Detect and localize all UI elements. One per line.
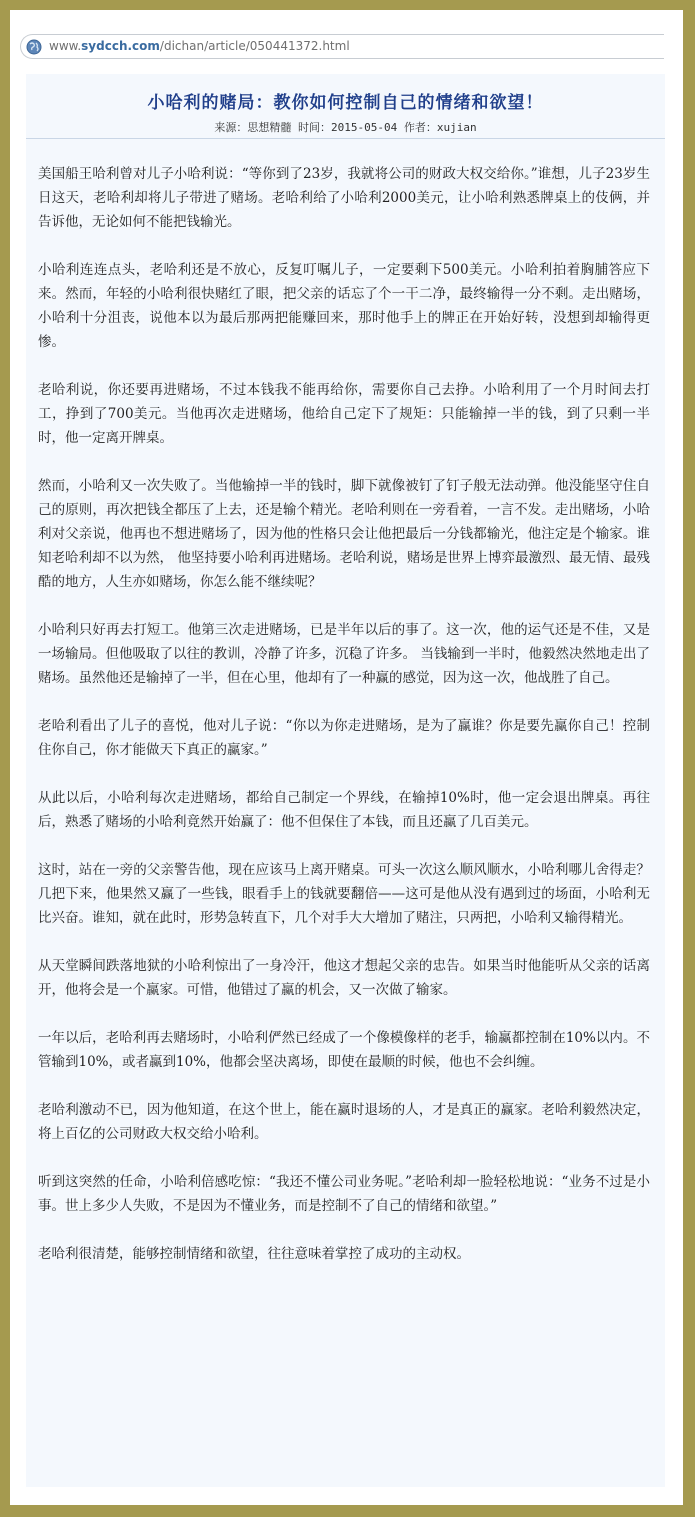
url-text: www.sydcch.com/dichan/article/050441372.html — [49, 39, 350, 53]
paragraph: 小哈利只好再去打短工。他第三次走进赌场，已是半年以后的事了。这一次，他的运气还是不佳，又是一场输局。但他吸取了以往的教训，冷静了许多，沉稳了许多。 当钱输到一半时，他毅然决然地走出了赌场。虽然他还是输掉了一半，但在心里，他却有了一种赢的感觉，因为这一次，他战胜了自己。 — [38, 622, 650, 686]
paragraph: 老哈利说，你还要再进赌场，不过本钱我不能再给你，需要你自己去挣。小哈利用了一个月时间去打工，挣到了700美元。当他再次走进赌场，他给自己定下了规矩：只能输掉一半的钱，到了只剩一半时，他一定离开牌桌。 — [38, 382, 650, 446]
divider — [26, 138, 665, 139]
paragraph: 老哈利看出了儿子的喜悦，他对儿子说：“你以为你走进赌场，是为了赢谁？你是要先赢你自己！控制住你自己，你才能做天下真正的赢家。” — [38, 718, 650, 758]
article-body — [38, 162, 650, 1290]
paragraph: 老哈利激动不已，因为他知道，在这个世上，能在赢时退场的人，才是真正的赢家。老哈利毅然决定，将上百亿的公司财政大权交给小哈利。 — [38, 1102, 650, 1142]
paragraph: 老哈利很清楚，能够控制情绪和欲望，往往意味着掌控了成功的主动权。 — [38, 1246, 470, 1262]
globe-icon — [26, 39, 42, 55]
paragraph: 小哈利连连点头，老哈利还是不放心，反复叮嘱儿子，一定要剩下500美元。小哈利拍着胸脯答应下来。然而，年轻的小哈利很快赌红了眼，把父亲的话忘了个一干二净，最终输得一分不剩。走出赌场，小哈利十分沮丧，说他本以为最后那两把能赚回来，那时他手上的牌正在开始好转，没想到却输得更惨。 — [38, 262, 650, 350]
paragraph: 美国船王哈利曾对儿子小哈利说：“等你到了23岁，我就将公司的财政大权交给你。”谁想，儿子23岁生日这天，老哈利却将儿子带进了赌场。老哈利给了小哈利2000美元，让小哈利熟悉牌桌上的伎俩，并告诉他，无论如何不能把钱输光。 — [38, 166, 650, 230]
paragraph: 从天堂瞬间跌落地狱的小哈利惊出了一身冷汗，他这才想起父亲的忠告。如果当时他能听从父亲的话离开，他将会是一个赢家。可惜，他错过了赢的机会，又一次做了输家。 — [38, 958, 650, 998]
article-container — [26, 74, 665, 1487]
paragraph: 这时，站在一旁的父亲警告他，现在应该马上离开赌桌。可头一次这么顺风顺水，小哈利哪儿舍得走？几把下来，他果然又赢了一些钱，眼看手上的钱就要翻倍——这可是他从没有遇到过的场面，小哈利无比兴奋。谁知，就在此时，形势急转直下，几个对手大大增加了赌注，只两把，小哈利又输得精光。 — [38, 862, 650, 926]
paragraph: 听到这突然的任命，小哈利倍感吃惊：“我还不懂公司业务呢。”老哈利却一脸轻松地说：“业务不过是小事。世上多少人失败，不是因为不懂业务，而是控制不了自己的情绪和欲望。” — [38, 1174, 650, 1214]
paragraph: 然而，小哈利又一次失败了。当他输掉一半的钱时，脚下就像被钉了钉子般无法动弹。他没能坚守住自己的原则，再次把钱全都压了上去，还是输个精光。老哈利则在一旁看着，一言不发。走出赌场，小哈利对父亲说，他再也不想进赌场了，因为他的性格只会让他把最后一分钱都输光，他注定是个输家。谁知老哈利却不以为然， 他坚持要小哈利再进赌场。老哈利说，赌场是世界上博弈最激烈、最无情、最残酷的地方，人生亦如赌场，你怎么能不继续呢？ — [38, 478, 650, 590]
address-bar[interactable] — [20, 34, 664, 59]
paragraph: 从此以后，小哈利每次走进赌场，都给自己制定一个界线，在输掉10%时，他一定会退出牌桌。再往后，熟悉了赌场的小哈利竟然开始赢了：他不但保住了本钱，而且还赢了几百美元。 — [38, 790, 650, 830]
article-meta: 来源：思想精髓 时间：2015-05-04 作者：xujian — [214, 121, 477, 134]
paragraph: 一年以后，老哈利再去赌场时，小哈利俨然已经成了一个像模像样的老手，输赢都控制在10%以内。不管输到10%，或者赢到10%，他都会坚决离场，即使在最顺的时候，他也不会纠缠。 — [38, 1030, 650, 1070]
article-title: 小哈利的赌局：教你如何控制自己的情绪和欲望！ — [147, 93, 544, 113]
